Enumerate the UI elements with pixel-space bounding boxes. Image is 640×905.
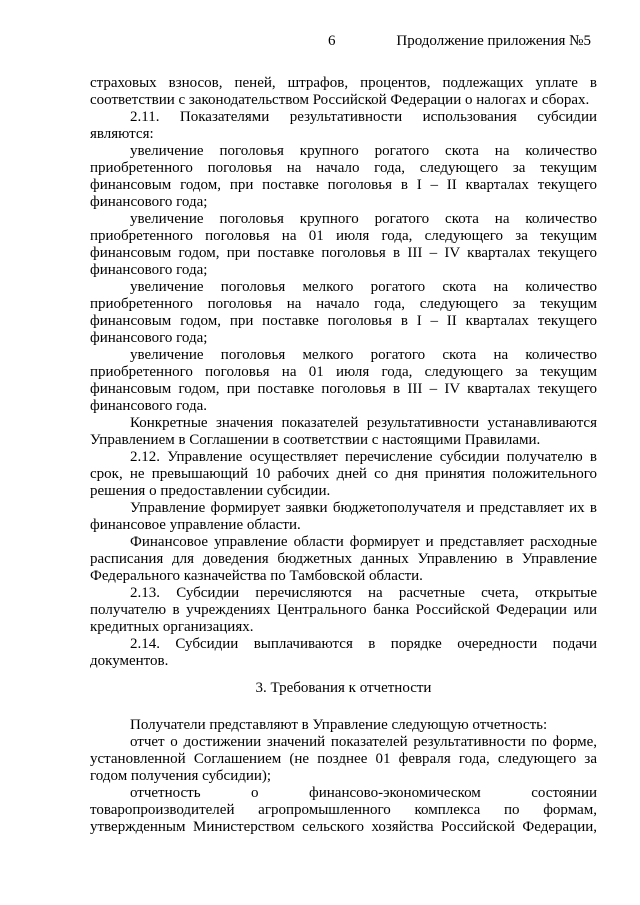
list-item: увеличение поголовья крупного рогатого скота на количество приобретенного поголовья на 01 июля года, следующего за текущим финансовым годом, при поставке поголовья в III – IV кварталах текущего финансового года; xyxy=(90,211,597,278)
list-item: отчетность о финансово-экономическом состоянии товаропроизводителей агропромышленного комплекса по формам, утвержденным Министерством сельского хозяйства Российской Федерации, xyxy=(90,785,597,835)
page-number: 6 xyxy=(328,33,336,49)
paragraph: страховых взносов, пеней, штрафов, процентов, подлежащих уплате в соответствии с законодательством Российской Федерации о налогах и сборах. xyxy=(90,75,597,108)
section-title: 3. Требования к отчетности xyxy=(255,680,432,696)
clause-2-11: 2.11. Показателями результативности использования субсидии являются: xyxy=(90,109,597,142)
list-item: увеличение поголовья мелкого рогатого скота на количество приобретенного поголовья на начало года, следующего за текущим финансовым годом, при поставке поголовья в I – II кварталах текущего финансового года; xyxy=(90,279,597,346)
clause-2-12: 2.12. Управление осуществляет перечисление субсидии получателю в срок, не превышающий 10 рабочих дней со дня принятия положительного решения о предоставлении субсидии. xyxy=(90,449,597,499)
list-item: увеличение поголовья крупного рогатого скота на количество приобретенного поголовья на начало года, следующего за текущим финансовым годом, при поставке поголовья в I – II кварталах текущего финансового года; xyxy=(90,143,597,210)
annex-note: Продолжение приложения №5 xyxy=(396,33,591,49)
list-item: отчет о достижении значений показателей результативности по форме, установленной Соглашением (не позднее 01 февраля года, следующего за годом получения субсидии); xyxy=(90,734,597,784)
document-body xyxy=(90,75,597,836)
list-item: увеличение поголовья мелкого рогатого скота на количество приобретенного поголовья на 01 июля года, следующего за текущим финансовым годом, при поставке поголовья в III – IV кварталах текущего финансового года. xyxy=(90,347,597,414)
paragraph: Финансовое управление области формирует и представляет расходные расписания для доведения бюджетных данных Управлению в Управление Федерального казначейства по Тамбовской области. xyxy=(90,534,597,584)
paragraph: Получатели представляют в Управление следующую отчетность: xyxy=(130,717,548,733)
clause-2-13: 2.13. Субсидии перечисляются на расчетные счета, открытые получателю в учреждениях Центрального банка Российской Федерации или кредитных организациях. xyxy=(90,585,597,635)
paragraph: Конкретные значения показателей результативности устанавливаются Управлением в Соглашении в соответствии с настоящими Правилами. xyxy=(90,415,597,448)
paragraph: Управление формирует заявки бюджетополучателя и представляет их в финансовое управление области. xyxy=(90,500,597,533)
clause-2-14: 2.14. Субсидии выплачиваются в порядке очередности подачи документов. xyxy=(90,636,597,669)
